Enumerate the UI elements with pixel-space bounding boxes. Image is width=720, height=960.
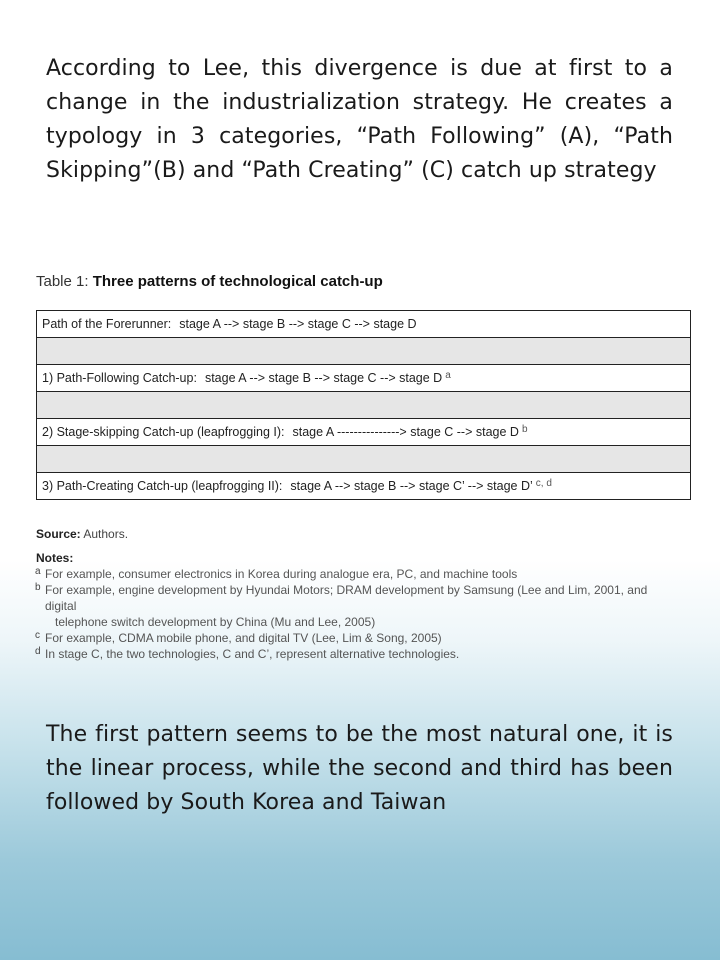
note-item — [36, 646, 676, 662]
note-item — [36, 582, 676, 630]
table-notes — [36, 527, 676, 662]
catch-up-table — [36, 310, 691, 500]
row-label: 2) Stage-skipping Catch-up (leapfrogging I): — [42, 425, 285, 439]
note-text-continued: telephone switch development by China (Mu and Lee, 2005) — [55, 615, 376, 629]
table-row-forerunner — [37, 311, 690, 338]
table-caption — [36, 273, 383, 290]
table-row-spacer — [37, 338, 690, 365]
note-marker: b — [35, 582, 41, 593]
note-text: For example, engine development by Hyundai Motors; DRAM development by Samsung (Lee and Lim, 2001, and digital — [45, 583, 648, 613]
source-line — [36, 527, 676, 541]
table-row-stage-skipping — [37, 419, 690, 446]
note-marker: a — [35, 566, 41, 577]
intro-paragraph: According to Lee, this divergence is due at first to a change in the industrialization strategy. He creates a typology in 3 categories, “Path Following” (A), “Path Skipping”(B) and “Path Creating” (C) catch up strategy — [46, 56, 673, 183]
row-stages: stage A --> stage B --> stage C --> stage D — [179, 317, 417, 331]
source-label: Source: — [36, 527, 81, 541]
row-footnote-marker: b — [521, 423, 528, 435]
table-caption-prefix: Table 1: — [36, 273, 89, 290]
note-text: For example, consumer electronics in Korea during analogue era, PC, and machine tools — [45, 567, 518, 581]
conclusion-paragraph: The first pattern seems to be the most natural one, it is the linear process, while the second and third has been followed by South Korea and Taiwan — [46, 722, 673, 815]
row-label: Path of the Forerunner: — [42, 317, 172, 331]
table-row-spacer — [37, 446, 690, 473]
note-item — [36, 630, 676, 646]
note-marker: c — [35, 630, 40, 641]
table-row-spacer — [37, 392, 690, 419]
note-item — [36, 566, 676, 582]
row-label: 1) Path-Following Catch-up: — [42, 371, 197, 385]
table-row-path-creating — [37, 473, 690, 499]
row-footnote-marker: a — [445, 369, 451, 381]
table-row-path-following — [37, 365, 690, 392]
table-caption-title: Three patterns of technological catch-up — [92, 273, 383, 290]
row-stages: stage A --> stage B --> stage C --> stage D — [204, 371, 443, 385]
note-marker: d — [35, 646, 41, 657]
note-text: In stage C, the two technologies, C and C’, represent alternative technologies. — [45, 647, 460, 661]
row-footnote-marker: c, d — [535, 477, 552, 489]
note-text: For example, CDMA mobile phone, and digital TV (Lee, Lim & Song, 2005) — [45, 631, 442, 645]
notes-label: Notes: — [36, 551, 74, 565]
row-label: 3) Path-Creating Catch-up (leapfrogging II): — [42, 479, 283, 493]
source-text: Authors. — [83, 527, 129, 541]
row-stages: stage A ---------------> stage C --> stage D — [292, 425, 519, 439]
row-stages: stage A --> stage B --> stage C’ --> stage D’ — [290, 479, 533, 493]
